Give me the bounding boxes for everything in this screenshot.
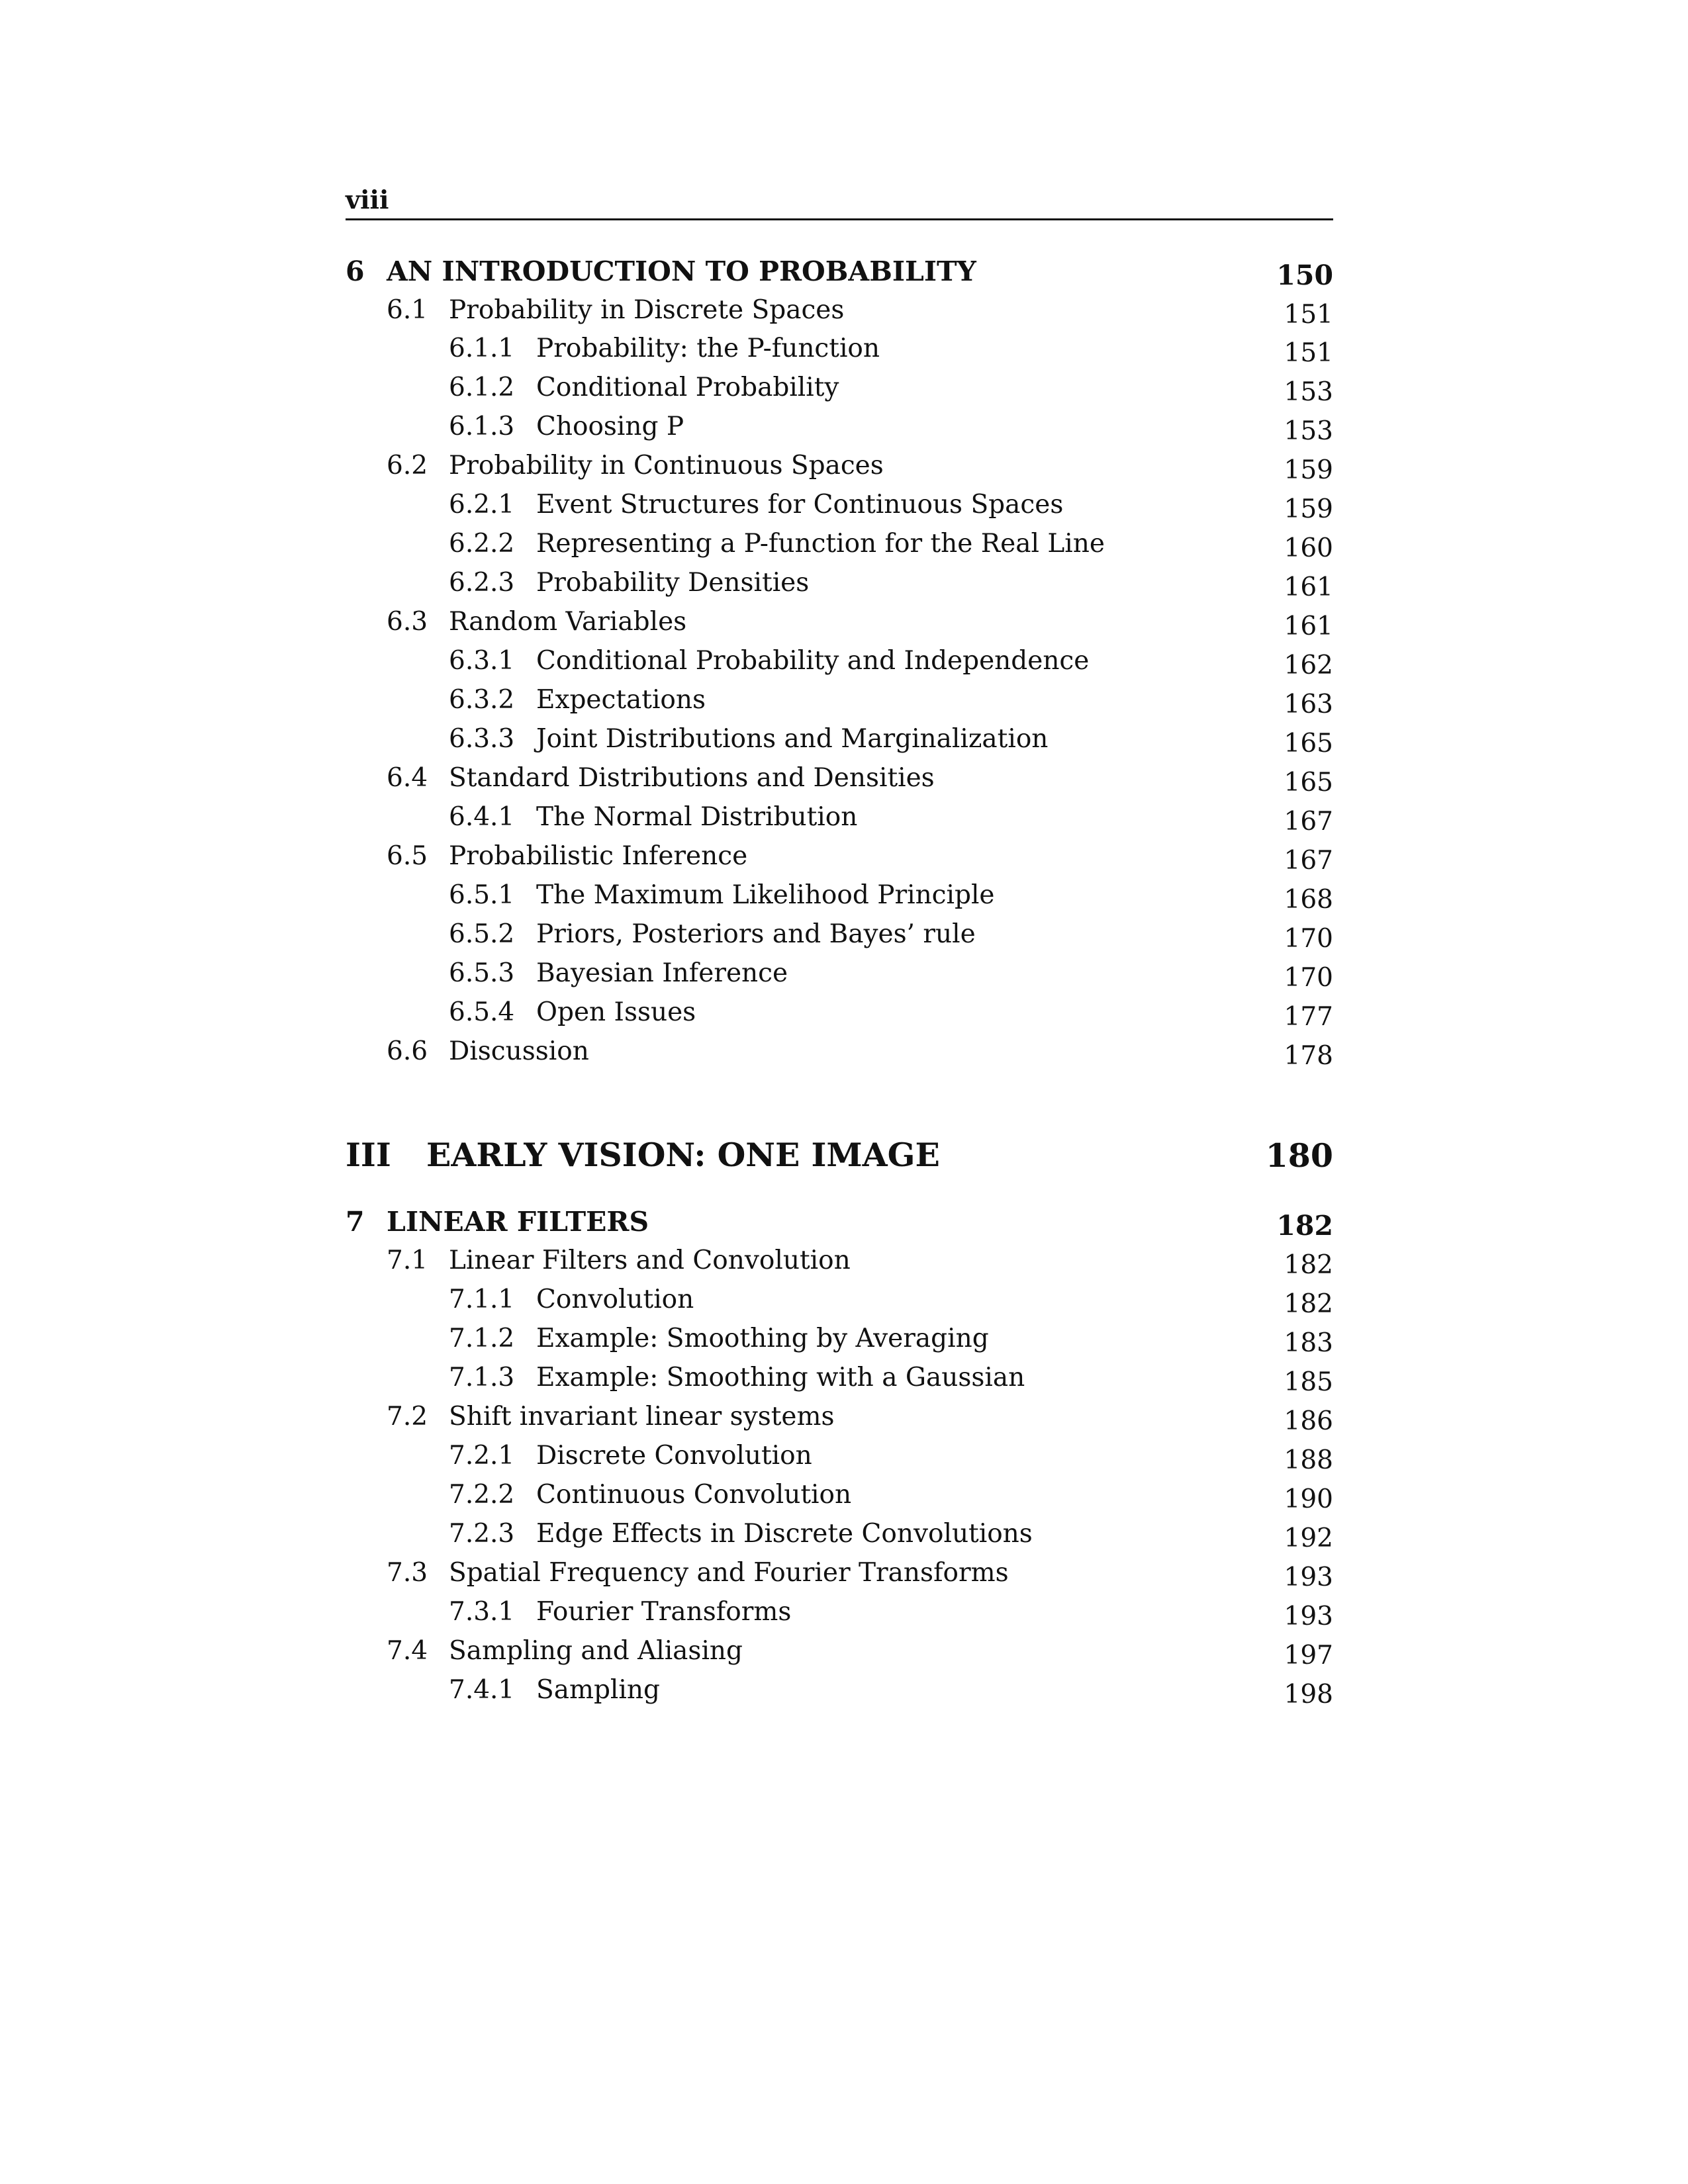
entry-title: Probability Densities: [536, 568, 810, 598]
entry-page: 159: [1284, 455, 1333, 485]
entry-page: 165: [1284, 768, 1333, 797]
entry-title: Discussion: [449, 1036, 589, 1066]
entry-page: 168: [1284, 885, 1333, 915]
entry-title: Probability in Discrete Spaces: [449, 295, 845, 325]
entry-page: 167: [1284, 846, 1333, 876]
entry-number: 6.2.1: [449, 490, 515, 520]
entry-title: Continuous Convolution: [536, 1480, 852, 1510]
entry-number: 7.2.3: [449, 1519, 515, 1549]
subsection-entry[interactable]: [0, 1363, 1688, 1402]
subsection-entry[interactable]: [0, 685, 1688, 725]
entry-title: Edge Effects in Discrete Convolutions: [536, 1519, 1033, 1549]
entry-title: Sampling and Aliasing: [449, 1636, 743, 1666]
subsection-entry[interactable]: [0, 880, 1688, 920]
entry-page: 197: [1284, 1641, 1333, 1670]
section-entry[interactable]: [0, 1636, 1688, 1676]
entry-title: The Normal Distribution: [536, 802, 858, 832]
entry-number: 6.3.1: [449, 646, 515, 676]
entry-page: 186: [1284, 1406, 1333, 1436]
entry-number: 6.3.2: [449, 685, 515, 715]
subsection-entry[interactable]: [0, 958, 1688, 998]
entry-title: Representing a P-function for the Real Line: [536, 529, 1105, 559]
entry-title: LINEAR FILTERS: [387, 1206, 649, 1238]
entry-number: 6.6: [387, 1036, 428, 1066]
entry-number: 6.5: [387, 841, 428, 871]
subsection-entry[interactable]: [0, 490, 1688, 529]
entry-page: 188: [1284, 1445, 1333, 1475]
entry-number: 7.2.2: [449, 1480, 515, 1510]
entry-title: Example: Smoothing with a Gaussian: [536, 1363, 1025, 1392]
entry-page: 180: [1265, 1136, 1333, 1175]
entry-title: Probabilistic Inference: [449, 841, 748, 871]
entry-title: Event Structures for Continuous Spaces: [536, 490, 1064, 520]
entry-number: 7.1.2: [449, 1324, 515, 1353]
chapter-entry[interactable]: [0, 255, 1688, 295]
entry-page: 185: [1284, 1367, 1333, 1397]
entry-title: Standard Distributions and Densities: [449, 763, 935, 793]
subsection-entry[interactable]: [0, 373, 1688, 412]
entry-page: 182: [1284, 1289, 1333, 1319]
entry-title: Open Issues: [536, 997, 696, 1027]
section-entry[interactable]: [0, 295, 1688, 335]
entry-number: 7.4: [387, 1636, 428, 1666]
entry-number: III: [346, 1136, 391, 1174]
entry-title: Linear Filters and Convolution: [449, 1246, 851, 1275]
entry-number: 6.4.1: [449, 802, 515, 832]
entry-page: 153: [1284, 377, 1333, 407]
section-entry[interactable]: [0, 1036, 1688, 1076]
entry-page: 178: [1284, 1041, 1333, 1071]
section-entry[interactable]: [0, 451, 1688, 490]
section-entry[interactable]: [0, 607, 1688, 647]
entry-number: 6.3.3: [449, 724, 515, 754]
entry-page: 170: [1284, 924, 1333, 954]
subsection-entry[interactable]: [0, 1480, 1688, 1520]
subsection-entry[interactable]: [0, 412, 1688, 451]
header-rule: [346, 218, 1333, 220]
entry-title: Conditional Probability and Independence: [536, 646, 1090, 676]
section-entry[interactable]: [0, 1246, 1688, 1285]
entry-number: 6.1: [387, 295, 428, 325]
entry-page: 192: [1284, 1524, 1333, 1553]
entry-title: Conditional Probability: [536, 373, 839, 402]
entry-page: 170: [1284, 963, 1333, 993]
entry-page: 182: [1276, 1210, 1333, 1242]
entry-page: 162: [1284, 651, 1333, 680]
subsection-entry[interactable]: [0, 1285, 1688, 1324]
entry-number: 6.2: [387, 451, 428, 480]
entry-page: 183: [1284, 1328, 1333, 1358]
entry-number: 6.4: [387, 763, 428, 793]
entry-number: 6.5.2: [449, 919, 515, 949]
entry-title: Example: Smoothing by Averaging: [536, 1324, 989, 1353]
subsection-entry[interactable]: [0, 1675, 1688, 1715]
subsection-entry[interactable]: [0, 529, 1688, 569]
entry-number: 7: [346, 1206, 365, 1238]
subsection-entry[interactable]: [0, 1597, 1688, 1637]
subsection-entry[interactable]: [0, 1441, 1688, 1480]
entry-number: 6.1.2: [449, 373, 515, 402]
subsection-entry[interactable]: [0, 646, 1688, 686]
entry-page: 190: [1284, 1484, 1333, 1514]
section-entry[interactable]: [0, 841, 1688, 881]
entry-page: 160: [1284, 533, 1333, 563]
entry-title: Probability: the P-function: [536, 334, 880, 363]
chapter-entry[interactable]: [0, 1206, 1688, 1246]
entry-title: Convolution: [536, 1285, 694, 1314]
entry-page: 151: [1284, 338, 1333, 368]
subsection-entry[interactable]: [0, 334, 1688, 373]
entry-title: Bayesian Inference: [536, 958, 788, 988]
entry-title: Spatial Frequency and Fourier Transforms: [449, 1558, 1009, 1588]
entry-page: 163: [1284, 690, 1333, 719]
section-entry[interactable]: [0, 763, 1688, 803]
entry-title: The Maximum Likelihood Principle: [536, 880, 995, 910]
entry-title: Fourier Transforms: [536, 1597, 792, 1627]
entry-title: EARLY VISION: ONE IMAGE: [426, 1136, 940, 1174]
entry-title: Discrete Convolution: [536, 1441, 812, 1471]
entry-page: 167: [1284, 807, 1333, 837]
entry-number: 7.4.1: [449, 1675, 515, 1705]
entry-page: 182: [1284, 1250, 1333, 1280]
entry-number: 7.3.1: [449, 1597, 515, 1627]
entry-page: 193: [1284, 1563, 1333, 1592]
entry-title: Expectations: [536, 685, 706, 715]
entry-title: Priors, Posteriors and Bayes’ rule: [536, 919, 976, 949]
subsection-entry[interactable]: [0, 1519, 1688, 1559]
entry-number: 6.2.3: [449, 568, 515, 598]
subsection-entry[interactable]: [0, 1324, 1688, 1363]
entry-title: Shift invariant linear systems: [449, 1402, 835, 1432]
subsection-entry[interactable]: [0, 997, 1688, 1037]
entry-title: Probability in Continuous Spaces: [449, 451, 884, 480]
entry-number: 6.5.3: [449, 958, 515, 988]
entry-title: Random Variables: [449, 607, 687, 637]
entry-number: 6.5.1: [449, 880, 515, 910]
entry-number: 6: [346, 255, 365, 287]
entry-page: 165: [1284, 729, 1333, 758]
entry-page: 150: [1276, 259, 1333, 291]
entry-page: 153: [1284, 416, 1333, 446]
entry-number: 7.3: [387, 1558, 428, 1588]
section-entry[interactable]: [0, 1558, 1688, 1598]
entry-page: 151: [1284, 300, 1333, 330]
entry-number: 7.1.1: [449, 1285, 515, 1314]
entry-title: Joint Distributions and Marginalization: [536, 724, 1049, 754]
entry-number: 7.2.1: [449, 1441, 515, 1471]
entry-page: 161: [1284, 572, 1333, 602]
subsection-entry[interactable]: [0, 919, 1688, 959]
page-number: viii: [346, 185, 389, 214]
entry-number: 7.1.3: [449, 1363, 515, 1392]
entry-number: 6.1.1: [449, 334, 515, 363]
subsection-entry[interactable]: [0, 568, 1688, 608]
subsection-entry[interactable]: [0, 724, 1688, 764]
entry-number: 7.1: [387, 1246, 428, 1275]
entry-page: 159: [1284, 494, 1333, 524]
entry-page: 198: [1284, 1680, 1333, 1709]
subsection-entry[interactable]: [0, 802, 1688, 842]
entry-number: 6.5.4: [449, 997, 515, 1027]
entry-title: Sampling: [536, 1675, 660, 1705]
section-entry[interactable]: [0, 1402, 1688, 1441]
entry-title: AN INTRODUCTION TO PROBABILITY: [387, 255, 976, 287]
entry-page: 177: [1284, 1002, 1333, 1032]
part-entry[interactable]: [0, 1136, 1688, 1175]
entry-number: 7.2: [387, 1402, 428, 1432]
entry-page: 193: [1284, 1602, 1333, 1631]
entry-number: 6.1.3: [449, 412, 515, 441]
entry-number: 6.3: [387, 607, 428, 637]
entry-number: 6.2.2: [449, 529, 515, 559]
entry-page: 161: [1284, 612, 1333, 641]
entry-title: Choosing P: [536, 412, 684, 441]
